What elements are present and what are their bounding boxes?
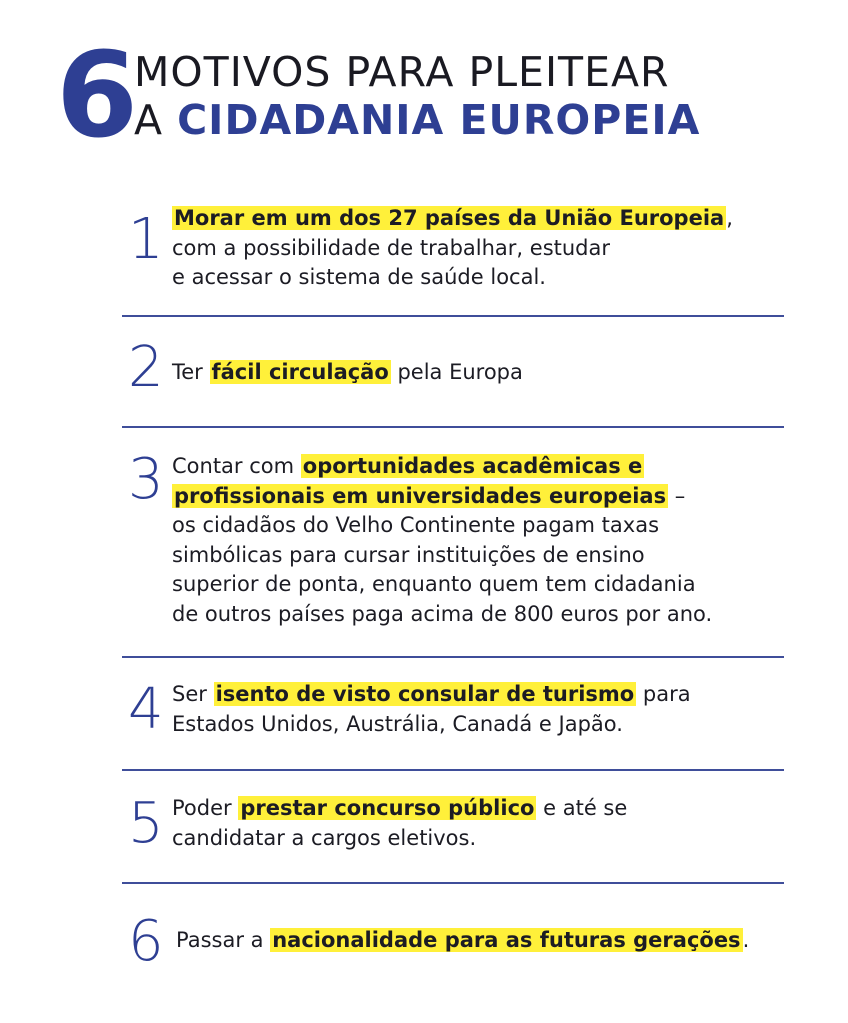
item-3-after: –	[668, 483, 686, 508]
item-2-after: pela Europa	[390, 360, 523, 384]
title-line-2	[134, 96, 700, 144]
item-3-before: Contar com	[172, 454, 301, 478]
item-3-highlight-2: profissionais em universidades europeias	[174, 483, 667, 508]
item-3-line-5: superior de ponta, enquanto quem tem cidadania	[172, 572, 696, 596]
item-1-line-3: e acessar o sistema de saúde local.	[172, 265, 546, 289]
item-5-line-2: candidatar a cargos eletivos.	[172, 825, 477, 850]
item-number-5: 5	[128, 791, 164, 856]
item-number-2: 2	[128, 335, 164, 400]
item-6-after: .	[742, 928, 750, 952]
item-2-before: Ter	[172, 360, 210, 384]
item-text-3	[172, 452, 782, 629]
item-text-2	[172, 358, 782, 388]
item-5-before: Poder	[172, 796, 239, 820]
item-1-highlight: Morar em um dos 27 países da União Europeia	[174, 206, 725, 230]
item-text-5	[172, 794, 782, 853]
title-line-2-prefix: A	[134, 96, 178, 144]
divider-2	[122, 426, 784, 428]
divider-5	[122, 882, 784, 884]
big-number-six: 6	[56, 26, 139, 164]
item-number-1: 1	[128, 207, 164, 272]
item-text-1	[172, 204, 782, 293]
item-1-line-2: com a possibilidade de trabalhar, estudar	[172, 235, 611, 260]
item-4-line-2: Estados Unidos, Austrália, Canadá e Japão.	[172, 711, 623, 736]
item-2-highlight: fácil circulação	[211, 360, 389, 384]
item-3-line-3: os cidadãos do Velho Continente pagam taxas	[172, 513, 660, 537]
item-text-4	[172, 680, 782, 739]
item-3-highlight-1: oportunidades acadêmicas e	[302, 454, 643, 478]
item-3-line-4: simbólicas para cursar instituições de ensino	[172, 542, 645, 567]
item-6-highlight: nacionalidade para as futuras gerações	[272, 928, 741, 952]
item-5-highlight: prestar concurso público	[240, 796, 535, 820]
item-number-4: 4	[128, 677, 164, 742]
item-5-after: e até se	[536, 796, 628, 820]
title-line-1: MOTIVOS PARA PLEITEAR	[134, 48, 670, 96]
item-6-before: Passar a	[176, 928, 271, 952]
item-1-after: ,	[726, 206, 733, 230]
item-4-after: para	[636, 682, 691, 706]
divider-1	[122, 315, 784, 317]
divider-3	[122, 656, 784, 658]
title-emphasis: CIDADANIA EUROPEIA	[177, 96, 701, 144]
item-3-line-6: de outros países paga acima de 800 euros por ano.	[172, 601, 713, 626]
page-title	[134, 48, 700, 144]
item-number-6: 6	[128, 909, 164, 974]
item-text-6	[176, 926, 786, 956]
item-4-highlight: isento de visto consular de turismo	[215, 682, 635, 706]
item-4-before: Ser	[172, 682, 214, 706]
divider-4	[122, 769, 784, 771]
item-number-3: 3	[128, 447, 164, 512]
